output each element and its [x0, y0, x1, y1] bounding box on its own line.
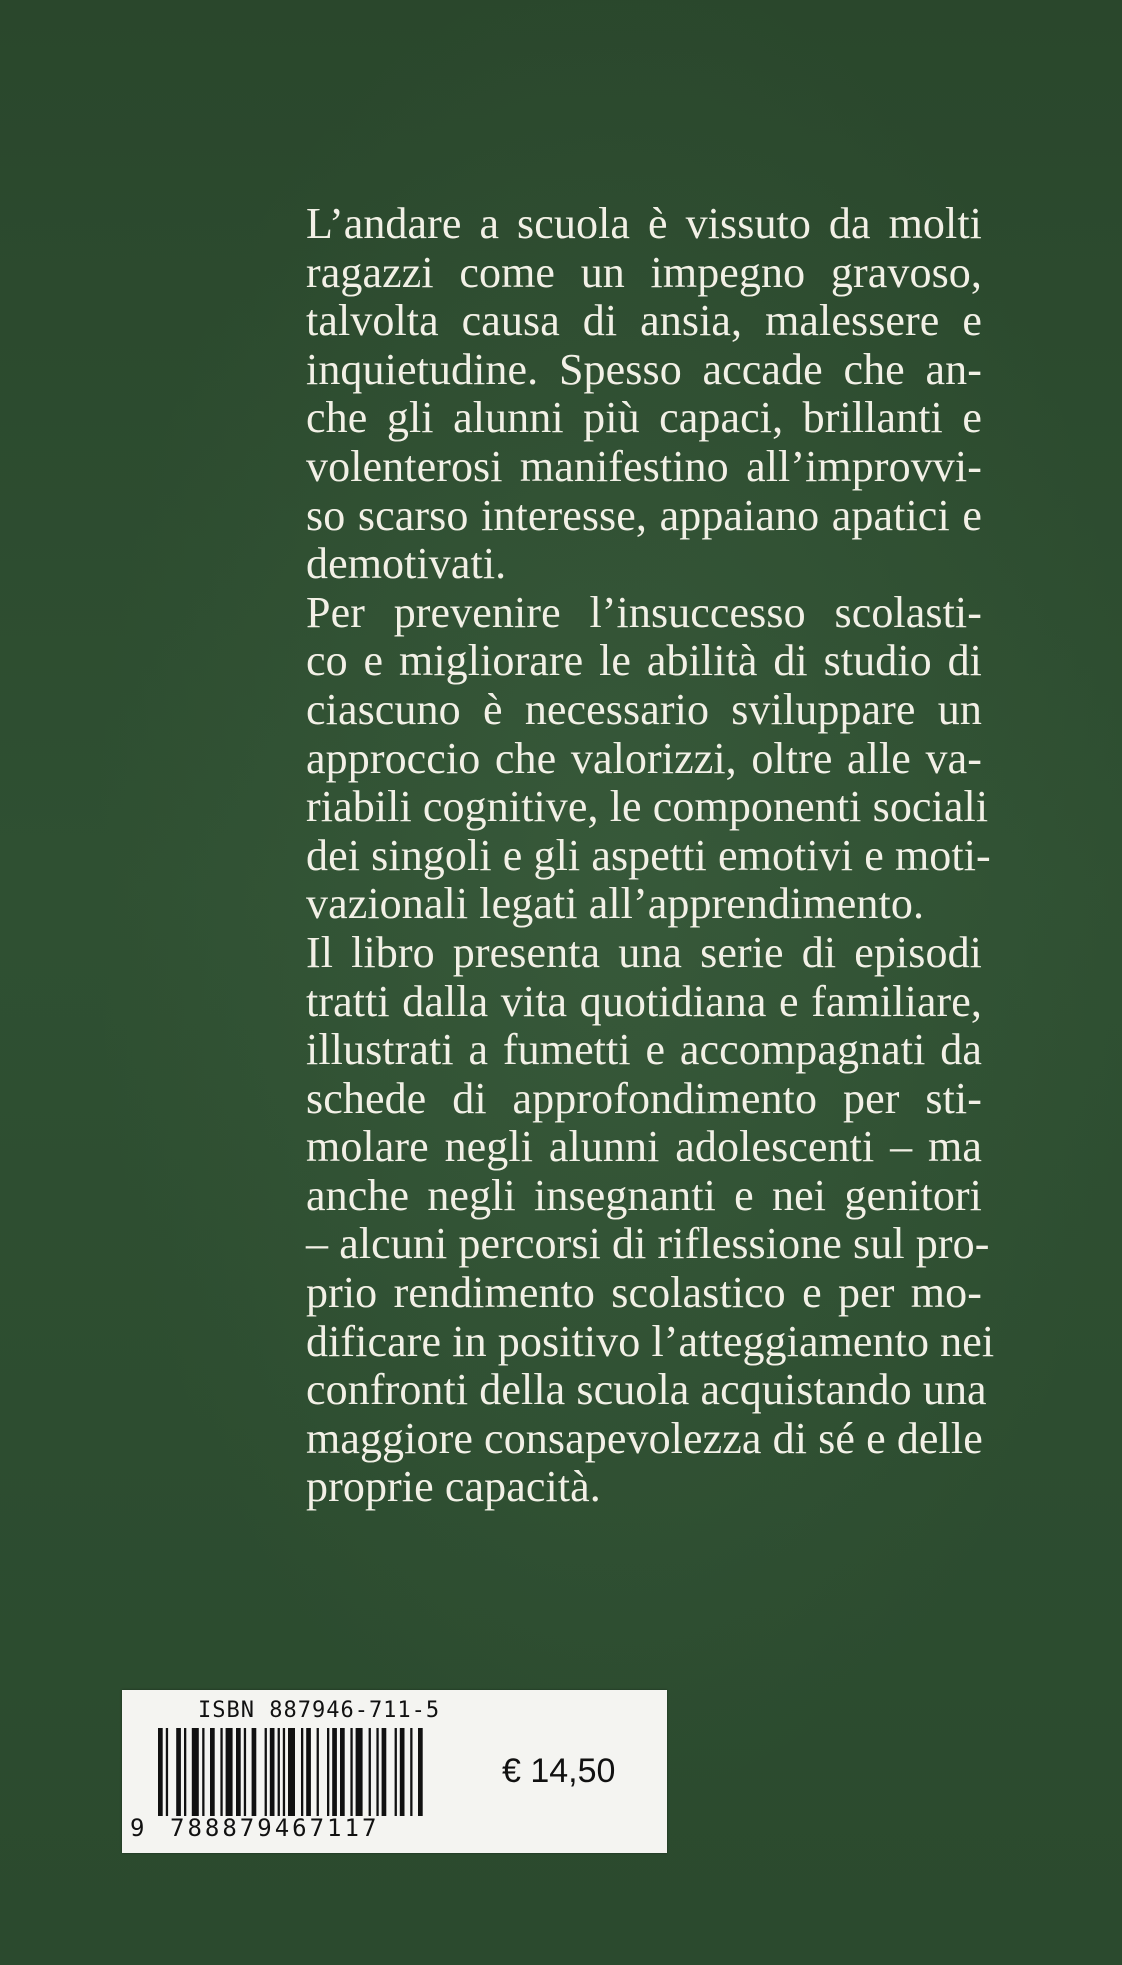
barcode-bar	[278, 1728, 280, 1816]
barcode-bar	[376, 1728, 378, 1816]
blurb-line: demotivati.	[306, 539, 507, 589]
barcode-label	[122, 1690, 667, 1853]
barcode-bar	[306, 1728, 311, 1816]
barcode-bar	[158, 1728, 163, 1816]
blurb-line: molare negli alunni adolescenti – ma	[306, 1122, 982, 1172]
barcode-bar	[410, 1728, 412, 1816]
barcode-bar	[327, 1728, 329, 1816]
barcode-bar	[418, 1728, 423, 1816]
ean-digits: 788879467117	[170, 1814, 380, 1842]
barcode-bar	[220, 1728, 222, 1816]
blurb-line: L’andare a scuola è vissuto da molti	[306, 199, 982, 248]
blurb-line: schede di approfondimento per sti-	[306, 1073, 982, 1123]
barcode-bar	[400, 1728, 405, 1816]
blurb-line: volenterosi manifestino all’improvvi-	[306, 441, 982, 491]
blurb-line: Per prevenire l’insuccesso scolasti-	[306, 587, 982, 637]
blurb-line: anche negli insegnanti e nei genitori	[306, 1170, 982, 1220]
barcode-bar	[288, 1728, 295, 1816]
blurb-line: inquietudine. Spesso accade che an-	[306, 344, 982, 394]
barcode-bar	[332, 1728, 337, 1816]
blurb-line: prio rendimento scolastico e per mo-	[306, 1268, 982, 1318]
blurb-line: co e migliorare le abilità di studio di	[306, 636, 982, 686]
barcode-bar	[283, 1728, 285, 1816]
blurb-line: proprie capacità.	[306, 1462, 601, 1512]
blurb-line: dificare in positivo l’atteggiamento nei	[306, 1316, 995, 1366]
blurb-line: – alcuni percorsi di riflessione sul pro-	[306, 1219, 990, 1269]
blurb-line: so scarso interesse, appaiano apatici e	[306, 490, 982, 540]
barcode-bar	[244, 1728, 246, 1816]
barcode-bar	[252, 1728, 257, 1816]
barcode-bar	[395, 1728, 397, 1816]
price-label: € 14,50	[502, 1752, 616, 1790]
barcode-bar	[340, 1728, 345, 1816]
blurb-line: Il libro presenta una serie di episodi	[306, 927, 982, 977]
barcode-bar	[202, 1728, 204, 1816]
barcode-bar	[317, 1728, 319, 1816]
barcode-bar	[226, 1728, 233, 1816]
barcode-bar	[184, 1728, 186, 1816]
barcode-bar	[210, 1728, 215, 1816]
barcode-bar	[265, 1728, 267, 1816]
barcode-bar	[382, 1728, 387, 1816]
blurb-line: dei singoli e gli aspetti emotivi e moti-	[306, 830, 991, 880]
blurb-line: talvolta causa di ansia, malessere e	[306, 296, 982, 346]
barcode-bar	[350, 1728, 352, 1816]
blurb-line: ragazzi come un impegno gravoso,	[306, 247, 982, 297]
back-cover-blurb	[306, 199, 995, 1512]
blurb-line: che gli alunni più capaci, brillanti e	[306, 393, 982, 443]
barcode-bar	[166, 1728, 168, 1816]
barcode-bar	[369, 1728, 371, 1816]
barcode-image	[158, 1728, 458, 1824]
barcode-bar	[176, 1728, 181, 1816]
barcode-bar	[192, 1728, 199, 1816]
ean-first-digit: 9	[130, 1814, 145, 1842]
blurb-line: vazionali legati all’apprendimento.	[306, 879, 925, 929]
blurb-line: confronti della scuola acquistando una	[306, 1365, 987, 1415]
barcode-bar	[356, 1728, 363, 1816]
blurb-line: ciascuno è necessario sviluppare un	[306, 684, 982, 734]
blurb-line: illustrati a fumetti e accompagnati da	[306, 1025, 982, 1075]
barcode-bar	[236, 1728, 241, 1816]
isbn-label: ISBN 887946-711-5	[198, 1698, 441, 1723]
blurb-line: riabili cognitive, le componenti sociali	[306, 782, 989, 832]
blurb-line: tratti dalla vita quotidiana e familiare,	[306, 976, 982, 1026]
barcode-bar	[301, 1728, 303, 1816]
barcode-bar	[270, 1728, 275, 1816]
blurb-line: approccio che valorizzi, oltre alle va-	[306, 733, 982, 783]
blurb-line: maggiore consapevolezza di sé e delle	[306, 1413, 983, 1463]
